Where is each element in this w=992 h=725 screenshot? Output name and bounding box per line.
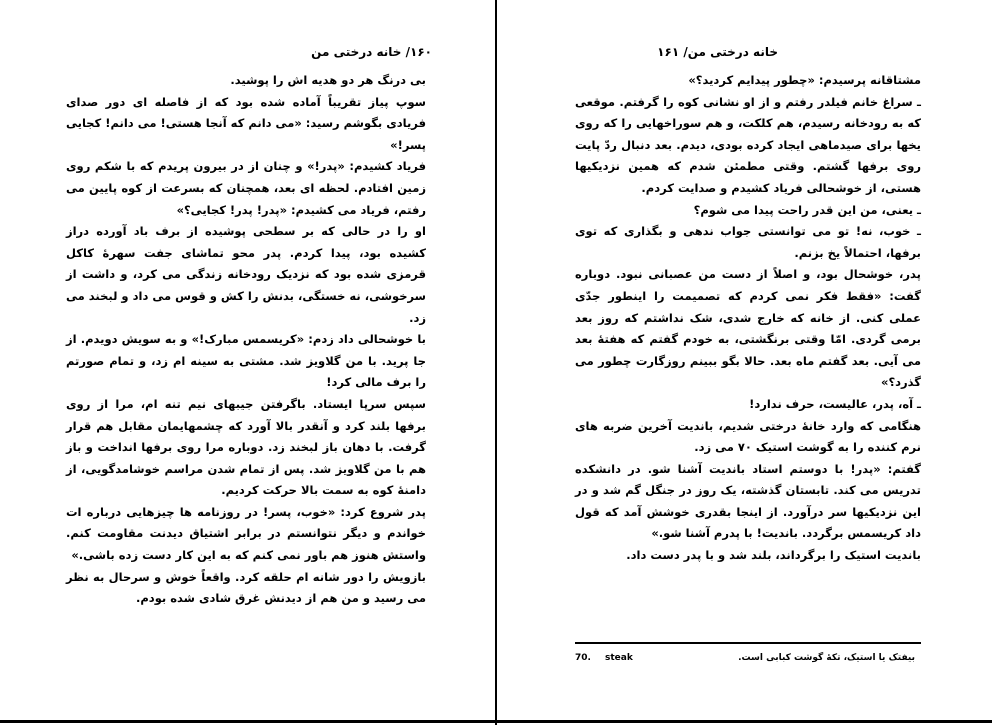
right-page — [497, 0, 992, 725]
footnote-text: بیفتک یا استیک، تکهٔ گوشت کبابی است. — [738, 653, 915, 663]
bottom-edge-rule — [0, 720, 992, 723]
paragraph: گفتم: «پدر! با دوستم استاد باندیت آشنا شو. در دانشکده تدریس می کند. تابستان گذشته، یک روز در جنگل گم شد و در این نزدیکیها سر درآورد. از اینجا بقدری خوشش آمد که قول داد کریسمس برگردد. باندیت! با پدرم آشنا شو.» — [575, 461, 921, 541]
footnote — [575, 651, 921, 667]
paragraph: ـ سراغ خانم فیلدر رفتم و از او نشانی کوه را گرفتم. موقعی که به رودخانه رسیدم، هم کلکت، و هم سوراخهایی را که روی یخها برای صیدماهی ایجاد کرده بودی، دیدم. بعد دنبال ردّ پایت روی برفها گشتم. وقتی مطمئن شدم که همین نزدیکیها هستی، از خوشحالی فریاد کشیدم و صدایت کردم. — [575, 94, 921, 195]
paragraph: ـ یعنی، من این قدر راحت پیدا می شوم؟ — [693, 202, 921, 217]
footnote-english-word: steak — [605, 653, 633, 663]
paragraph: ـ خوب، نه! تو می توانستی جواب ندهی و بگذاری که توی برفها، احتمالاً یخ بزنم. — [575, 224, 921, 260]
footnote-divider — [575, 642, 921, 644]
footnote-number: 70. — [575, 653, 591, 663]
right-page-body — [575, 70, 921, 567]
paragraph: بی درنگ هر دو هدیه اش را پوشید. — [230, 73, 426, 87]
paragraph: هنگامی که وارد خانهٔ درختی شدیم، باندیت آخرین ضربه های نرم کننده را به گوشت استیک ۷۰ می زد. — [575, 418, 921, 455]
paragraph: بازویش را دور شانه ام حلقه کرد. واقعاً خوش و سرحال به نظر می رسید و من هم از دیدنش غرق شادی شده بودم. — [66, 569, 426, 606]
paragraph: سپس سرپا ایستاد. باگرفتن جیبهای نیم تنه ام، مرا از روی برفها بلند کرد و آنقدر بالا آورد که چشمهایمان مقابل هم قرار گرفت. با دهان باز لبخند زد. دوباره مرا روی برفها انداخت و باز هم با من گلاویز شد. پس از تمام شدن مراسم خوشامدگویی، از دامنهٔ کوه به سمت بالا حرکت کردیم. — [66, 396, 426, 498]
paragraph: ـ آه، پدر، عالیست، حرف ندارد! — [749, 396, 921, 411]
paragraph: سوپ پیاز تقریباً آماده شده بود که از فاصله ای دور صدای فریادی بگوشم رسید: «می دانم که آنجا هستی! می دانم! کجایی پسر!» — [66, 94, 426, 152]
paragraph: او را در حالی که بر سطحی پوشیده از برف باد آورده دراز کشیده بود، پیدا کردم. پدر محو تماشای جفت سهرهٔ کاکل قرمزی شده بود که نزدیک رودخانه زندگی می کرد، و داشت از سرخوشی، نه خستگی، بدنش را کش و قوس می داد و لبخند می زد. — [66, 224, 426, 325]
paragraph: پدر شروع کرد: «خوب، پسر! در روزنامه ها چیزهایی درباره ات خواندم و دیگر نتوانستم در برابر اشتیاق دیدنت مقاومت کنم. واستش هنوز هم باور نمی کنم که به این کار دست زده باشی.» — [66, 504, 426, 563]
right-page-header: خانه درختی من/ ۱۶۱ — [657, 45, 778, 59]
paragraph: مشتاقانه پرسیدم: «چطور پیدایم کردید؟» — [688, 73, 921, 87]
paragraph: فریاد کشیدم: «پدر!» و چنان از در بیرون پریدم که با شکم روی زمین افتادم. لحظه ای بعد، همچنان که بسرعت از کوه پایین می رفتم، فریاد می کشیدم: «پدر! پدر! کجایی؟» — [66, 159, 426, 217]
paragraph: پدر، خوشحال بود، و اصلاً از دست من عصبانی نبود. دوباره گفت: «فقط فکر نمی کردم که تصمیمت را اینطور جدّی عملی کنی. از خانه که خارج شدی، شک نداشتم که روز بعد برمی گردی. امّا وقتی برنگشتی، به خودم گفتم که هفتهٔ بعد می آیی. بعد گفتم ماه بعد. حالا بگو ببینم روزگارت چطور می گذرد؟» — [575, 267, 921, 390]
paragraph: با خوشحالی داد زدم: «کریسمس مبارک!» و به سویش دویدم. از جا پرید. با من گلاویز شد. مشتی به سینه ام زد، و تمام صورتم را برف مالی کرد! — [66, 332, 426, 390]
left-page-header: ۱۶۰/ خانه درختی من — [311, 45, 432, 59]
left-page-body — [66, 70, 426, 610]
paragraph: باندیت استیک را برگرداند، بلند شد و با پدر دست داد. — [626, 548, 921, 563]
